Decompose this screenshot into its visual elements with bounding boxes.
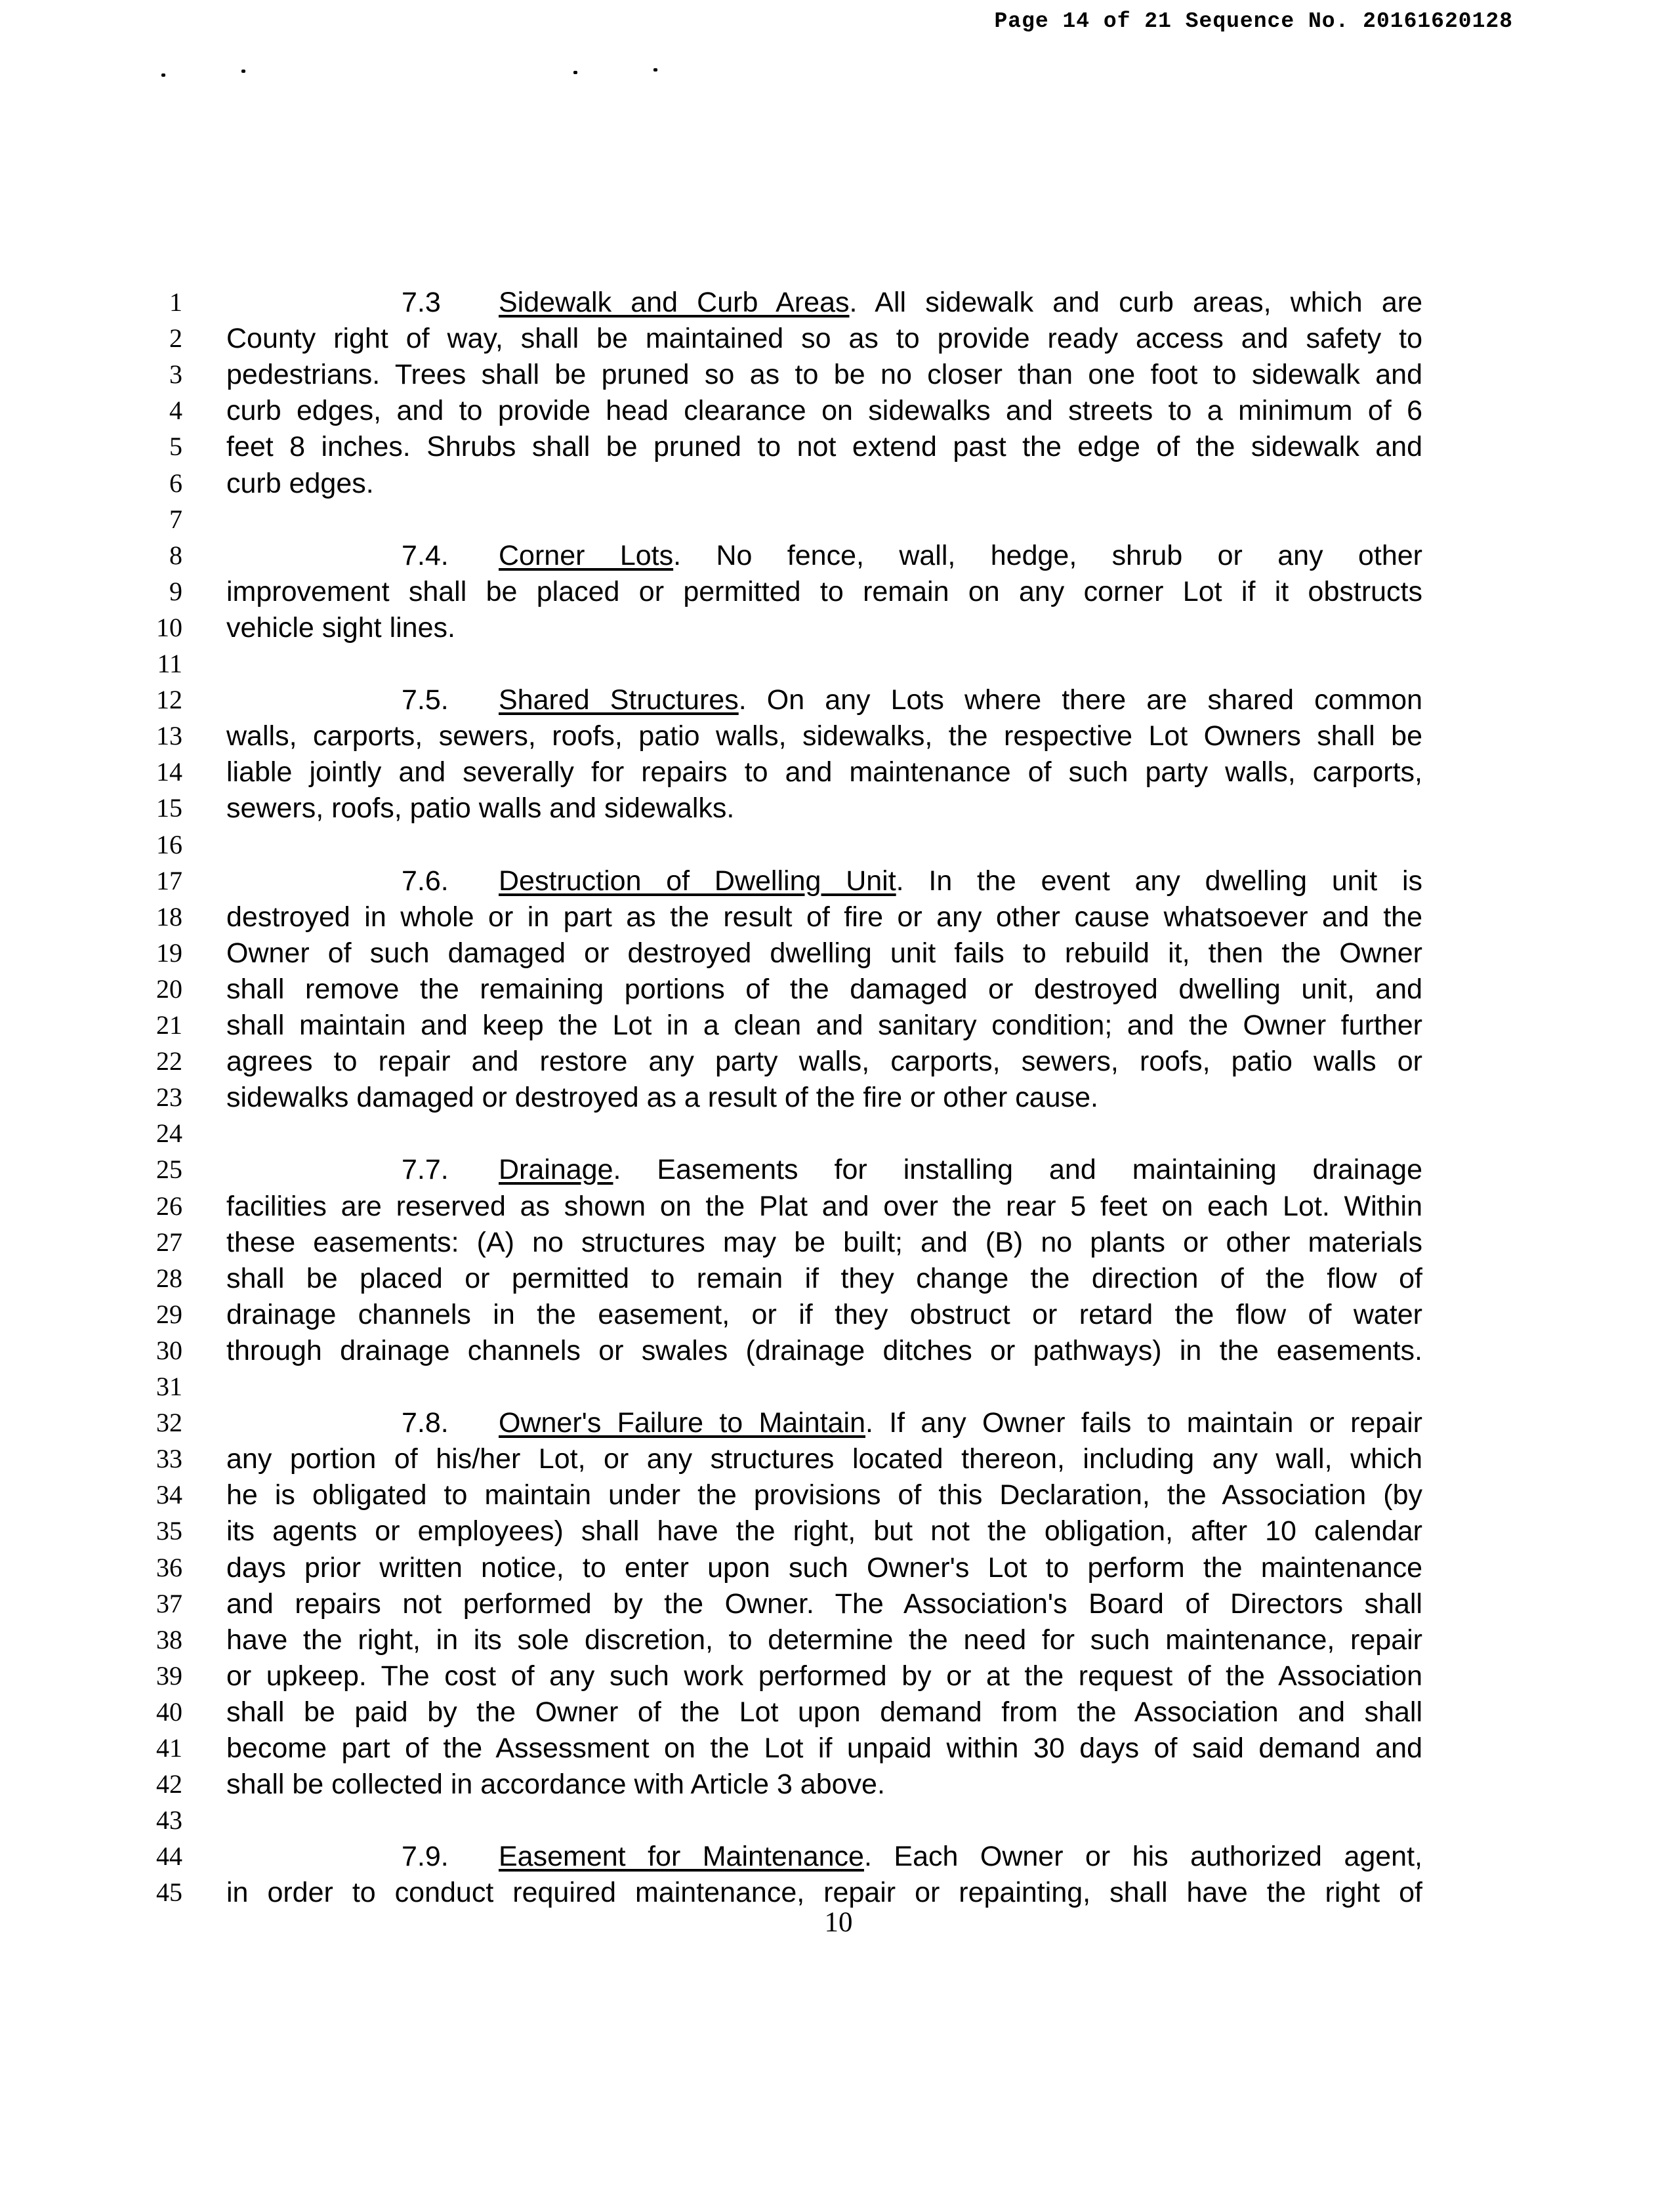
line-number: 20 <box>156 974 182 1004</box>
section-number: 7.3 <box>402 287 441 318</box>
line-number: 3 <box>169 359 182 389</box>
line-number: 22 <box>156 1046 182 1076</box>
line-text: shall maintain and keep the Lot in a clean and sanitary condition; and the Owner further <box>226 1010 1422 1041</box>
document-line <box>0 1730 1677 1767</box>
line-number: 36 <box>156 1553 182 1582</box>
line-number: 43 <box>156 1805 182 1835</box>
document-line <box>0 1332 1677 1369</box>
line-text: Owner of such damaged or destroyed dwelling unit fails to rebuild it, then the Owner <box>226 937 1422 969</box>
line-text: County right of way, shall be maintained so as to provide ready access and safety to <box>226 323 1422 354</box>
section-text: . All sidewalk and curb areas, which are <box>849 287 1422 318</box>
scan-specks <box>0 59 787 85</box>
line-number: 41 <box>156 1733 182 1763</box>
line-number: 15 <box>156 793 182 823</box>
line-text <box>402 537 1422 574</box>
scan-speck <box>161 73 165 77</box>
document-line <box>0 1007 1677 1044</box>
line-number: 7 <box>169 504 182 534</box>
document-line <box>0 1043 1677 1080</box>
scan-speck <box>241 70 245 73</box>
document-line <box>0 1586 1677 1622</box>
line-number: 11 <box>157 649 182 678</box>
line-number: 9 <box>169 577 182 606</box>
section-number: 7.9. <box>402 1841 449 1872</box>
line-number: 5 <box>169 432 182 461</box>
line-number: 14 <box>156 757 182 787</box>
line-text: in order to conduct required maintenance, repair or repainting, shall have the right of <box>226 1877 1422 1908</box>
document-line <box>0 827 1677 863</box>
section-number: 7.5. <box>402 684 449 716</box>
line-text: vehicle sight lines. <box>226 612 455 644</box>
line-number: 29 <box>156 1300 182 1329</box>
line-number: 2 <box>169 323 182 353</box>
line-text <box>402 1404 1422 1441</box>
line-text: pedestrians. Trees shall be pruned so as to be no closer than one foot to sidewalk and <box>226 359 1422 390</box>
document-line <box>0 1694 1677 1731</box>
line-number: 38 <box>156 1625 182 1654</box>
line-text: facilities are reserved as shown on the Plat and over the rear 5 feet on each Lot. Within <box>226 1191 1422 1222</box>
document-line <box>0 392 1677 429</box>
document-line <box>0 1115 1677 1152</box>
document-line <box>0 1513 1677 1549</box>
line-number: 31 <box>156 1372 182 1401</box>
document-line <box>0 1802 1677 1839</box>
line-text: shall be placed or permitted to remain if they change the direction of the flow of <box>226 1263 1422 1294</box>
line-text: sidewalks damaged or destroyed as a result of the fire or other cause. <box>226 1082 1098 1113</box>
line-number: 23 <box>156 1082 182 1112</box>
line-number: 33 <box>156 1444 182 1473</box>
line-text: shall be collected in accordance with Article 3 above. <box>226 1769 885 1800</box>
section-title: Drainage <box>499 1154 613 1185</box>
section-number: 7.8. <box>402 1407 449 1439</box>
document-line <box>0 501 1677 538</box>
document-line <box>0 1549 1677 1586</box>
line-text: liable jointly and severally for repairs to and maintenance of such party walls, carports, <box>226 756 1422 788</box>
line-text <box>402 1838 1422 1875</box>
document-line <box>0 320 1677 357</box>
line-text: feet 8 inches. Shrubs shall be pruned to not extend past the edge of the sidewalk and <box>226 431 1422 462</box>
section-title: Shared Structures <box>499 684 739 716</box>
section-text: . If any Owner fails to maintain or repair <box>865 1407 1422 1439</box>
line-number: 27 <box>156 1227 182 1257</box>
document-line <box>0 1477 1677 1513</box>
line-number: 32 <box>156 1408 182 1437</box>
line-text: days prior written notice, to enter upon such Owner's Lot to perform the maintenance <box>226 1552 1422 1584</box>
line-text: shall remove the remaining portions of the damaged or destroyed dwelling unit, and <box>226 973 1422 1005</box>
scan-speck <box>573 71 577 74</box>
document-line <box>0 1151 1677 1188</box>
line-number: 19 <box>156 938 182 968</box>
line-number: 35 <box>156 1516 182 1546</box>
section-number: 7.6. <box>402 865 449 897</box>
line-number: 45 <box>156 1877 182 1907</box>
document-line <box>0 1838 1677 1875</box>
line-text: he is obligated to maintain under the provisions of this Declaration, the Association (by <box>226 1479 1422 1511</box>
page-header: Page 14 of 21 Sequence No. 20161620128 <box>994 9 1513 33</box>
section-text: . On any Lots where there are shared common <box>738 684 1422 716</box>
document-line <box>0 1874 1677 1911</box>
line-text: any portion of his/her Lot, or any structures located thereon, including any wall, which <box>226 1443 1422 1475</box>
document-line <box>0 1658 1677 1694</box>
line-number: 13 <box>156 721 182 750</box>
line-number: 12 <box>156 685 182 714</box>
document-line <box>0 1404 1677 1441</box>
document-line <box>0 356 1677 393</box>
document-line <box>0 790 1677 827</box>
page-number: 10 <box>824 1907 853 1938</box>
line-number: 21 <box>156 1010 182 1040</box>
section-title: Sidewalk and Curb Areas <box>499 287 850 318</box>
line-text <box>402 1151 1422 1188</box>
section-number: 7.4. <box>402 540 449 571</box>
document-line <box>0 1441 1677 1477</box>
line-number: 10 <box>156 613 182 642</box>
line-number: 26 <box>156 1191 182 1221</box>
document-line <box>0 899 1677 935</box>
line-text: shall be paid by the Owner of the Lot upon demand from the Association and shall <box>226 1696 1422 1728</box>
line-number: 1 <box>169 287 182 317</box>
document-line <box>0 1766 1677 1803</box>
document-line <box>0 754 1677 790</box>
line-number: 24 <box>156 1118 182 1148</box>
document-line <box>0 718 1677 754</box>
line-number: 34 <box>156 1480 182 1509</box>
section-text: . Easements for installing and maintaining drainage <box>613 1154 1422 1185</box>
line-number: 40 <box>156 1697 182 1727</box>
line-number: 18 <box>156 902 182 932</box>
line-number: 42 <box>156 1769 182 1799</box>
line-text: these easements: (A) no structures may be built; and (B) no plants or other materials <box>226 1227 1422 1258</box>
line-number: 28 <box>156 1263 182 1293</box>
section-title: Owner's Failure to Maintain <box>499 1407 865 1439</box>
line-text: its agents or employees) shall have the right, but not the obligation, after 10 calendar <box>226 1515 1422 1547</box>
document-line <box>0 465 1677 502</box>
line-number: 8 <box>169 541 182 570</box>
line-text: drainage channels in the easement, or if they obstruct or retard the flow of water <box>226 1299 1422 1330</box>
line-number: 37 <box>156 1589 182 1618</box>
section-title: Destruction of Dwelling Unit <box>499 865 896 897</box>
line-text: curb edges, and to provide head clearance on sidewalks and streets to a minimum of 6 <box>226 395 1422 426</box>
line-text: destroyed in whole or in part as the result of fire or any other cause whatsoever and the <box>226 901 1422 933</box>
section-title: Easement for Maintenance <box>499 1841 864 1872</box>
document-line <box>0 1260 1677 1297</box>
document-line <box>0 284 1677 321</box>
line-text: improvement shall be placed or permitted to remain on any corner Lot if it obstructs <box>226 576 1422 607</box>
line-text: or upkeep. The cost of any such work performed by or at the request of the Association <box>226 1660 1422 1692</box>
document-line <box>0 1622 1677 1658</box>
line-text: and repairs not performed by the Owner. The Association's Board of Directors shall <box>226 1588 1422 1620</box>
line-text: sewers, roofs, patio walls and sidewalks. <box>226 792 735 824</box>
line-number: 16 <box>156 830 182 859</box>
document-line <box>0 1188 1677 1225</box>
document-line <box>0 609 1677 646</box>
section-number: 7.7. <box>402 1154 449 1185</box>
document-line <box>0 428 1677 465</box>
line-text <box>402 863 1422 899</box>
section-title: Corner Lots <box>499 540 674 571</box>
document-line <box>0 537 1677 574</box>
section-text: . Each Owner or his authorized agent, <box>863 1841 1422 1872</box>
line-number: 30 <box>156 1336 182 1365</box>
document-line <box>0 573 1677 610</box>
document-line <box>0 1224 1677 1261</box>
line-number: 6 <box>169 468 182 498</box>
document-line <box>0 1296 1677 1333</box>
line-text <box>402 284 1422 321</box>
line-number: 39 <box>156 1661 182 1690</box>
section-text: . No fence, wall, hedge, shrub or any other <box>673 540 1422 571</box>
line-text: curb edges. <box>226 468 374 499</box>
document-line <box>0 935 1677 972</box>
document-line <box>0 971 1677 1008</box>
line-number: 25 <box>156 1155 182 1184</box>
scan-speck <box>653 68 657 72</box>
line-text: agrees to repair and restore any party walls, carports, sewers, roofs, patio walls or <box>226 1046 1422 1077</box>
document-line <box>0 863 1677 899</box>
document-line <box>0 1079 1677 1116</box>
line-number: 17 <box>156 866 182 895</box>
document-line <box>0 682 1677 718</box>
line-number: 4 <box>169 396 182 425</box>
line-text <box>402 682 1422 718</box>
document-line <box>0 1368 1677 1405</box>
line-text: become part of the Assessment on the Lot if unpaid within 30 days of said demand and <box>226 1732 1422 1764</box>
document-line <box>0 645 1677 682</box>
line-text: through drainage channels or swales (drainage ditches or pathways) in the easements. <box>226 1335 1422 1366</box>
line-text: walls, carports, sewers, roofs, patio walls, sidewalks, the respective Lot Owners shall be <box>226 720 1422 752</box>
line-text: have the right, in its sole discretion, to determine the need for such maintenance, repair <box>226 1624 1422 1656</box>
line-number: 44 <box>156 1841 182 1871</box>
section-text: . In the event any dwelling unit is <box>896 865 1422 897</box>
